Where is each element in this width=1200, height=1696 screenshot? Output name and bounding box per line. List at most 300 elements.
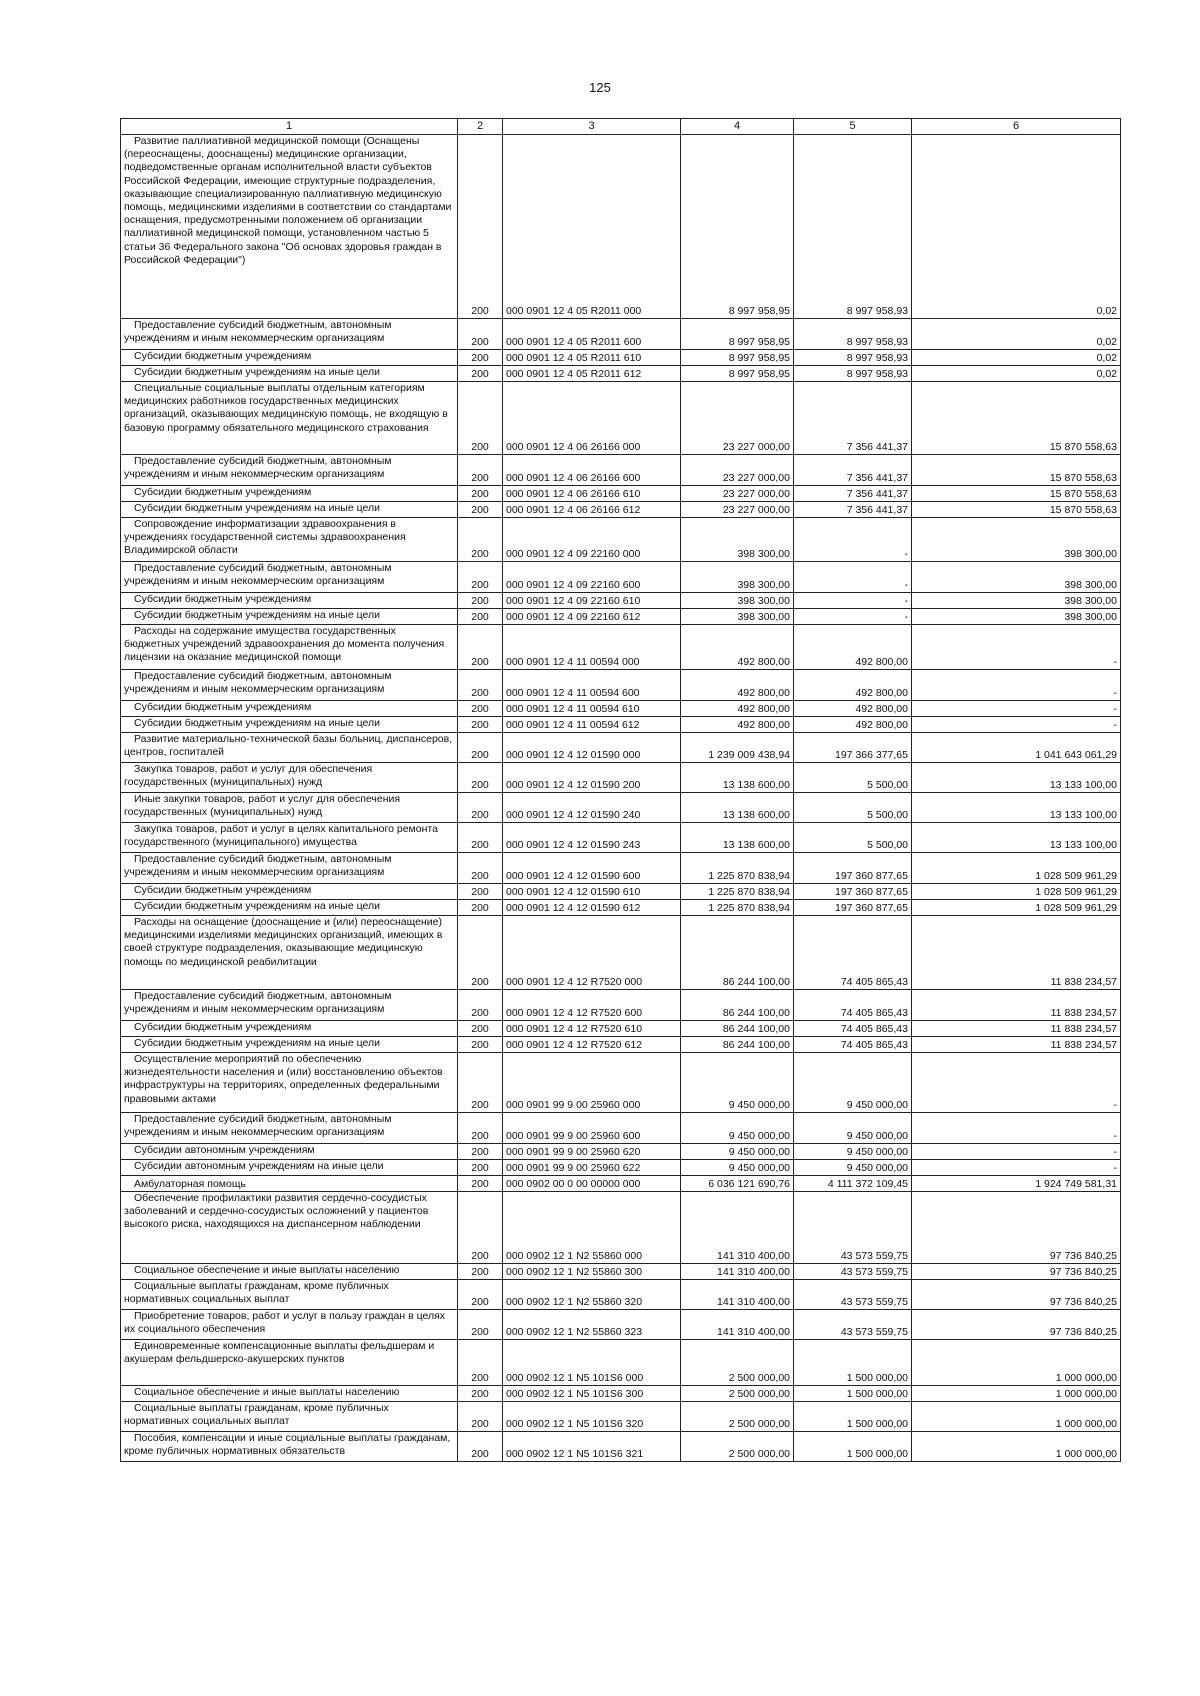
row-approved-amount <box>681 1113 794 1144</box>
row-unexecuted-amount-text: - <box>1113 1161 1117 1174</box>
row-approved-amount-text: 398 300,00 <box>737 594 790 607</box>
row-approved-amount <box>681 1340 794 1386</box>
column-number-header <box>121 119 1121 135</box>
row-executed-amount-text: 7 356 441,37 <box>846 471 908 484</box>
table-row <box>121 853 1121 884</box>
row-description <box>121 1402 458 1432</box>
row-unexecuted-amount-text: 13 133 100,00 <box>1049 778 1117 791</box>
row-description <box>121 733 458 763</box>
row-admin-code-text: 200 <box>471 778 489 791</box>
row-executed-amount <box>794 1037 912 1053</box>
row-approved-amount-text: 86 244 100,00 <box>722 1038 790 1051</box>
row-admin-code <box>458 1176 503 1192</box>
row-description <box>121 1053 458 1113</box>
table-row <box>121 1113 1121 1144</box>
row-executed-amount <box>794 916 912 990</box>
row-admin-code <box>458 793 503 823</box>
row-description-text: Субсидии бюджетным учреждениям <box>134 350 312 362</box>
row-description-text: Субсидии бюджетным учреждениям <box>134 486 312 498</box>
row-approved-amount-text: 86 244 100,00 <box>722 1022 790 1035</box>
table-row <box>121 609 1121 625</box>
table-row <box>121 884 1121 900</box>
row-unexecuted-amount-text: 1 041 643 061,29 <box>1035 748 1117 761</box>
row-description-text: Субсидии автономным учреждениям на иные цели <box>134 1160 384 1172</box>
row-description-text: Сопровождение информатизации здравоохранения в учреждениях государственной системы здравоохранения Владимирской области <box>124 518 406 557</box>
row-unexecuted-amount <box>912 1144 1121 1160</box>
row-executed-amount-text: - <box>904 547 908 560</box>
row-admin-code <box>458 853 503 884</box>
row-unexecuted-amount <box>912 900 1121 916</box>
row-description-text: Закупка товаров, работ и услуг в целях капитального ремонта государственного (муниципального) имущества <box>124 823 438 849</box>
row-approved-amount-text: 492 800,00 <box>737 686 790 699</box>
row-admin-code-text: 200 <box>471 1265 489 1278</box>
row-executed-amount <box>794 593 912 609</box>
row-budget-code-text: 000 0901 99 9 00 25960 622 <box>506 1161 641 1174</box>
table-row <box>121 900 1121 916</box>
row-admin-code <box>458 1053 503 1113</box>
row-executed-amount-text: 8 997 958,93 <box>846 304 908 317</box>
row-budget-code-text: 000 0901 12 4 12 R7520 610 <box>506 1022 643 1035</box>
row-approved-amount-text: 2 500 000,00 <box>728 1447 790 1460</box>
row-admin-code <box>458 455 503 486</box>
row-budget-code <box>503 916 681 990</box>
row-description <box>121 382 458 455</box>
row-admin-code <box>458 900 503 916</box>
row-description <box>121 135 458 319</box>
row-description <box>121 518 458 562</box>
row-executed-amount-text: 74 405 865,43 <box>840 1022 908 1035</box>
row-description-text: Единовременные компенсационные выплаты фельдшерам и акушерам фельдшерско-акушерских пунктов <box>124 1340 435 1366</box>
row-executed-amount-text: 43 573 559,75 <box>840 1295 908 1308</box>
row-executed-amount-text: 197 366 377,65 <box>835 748 908 761</box>
row-executed-amount <box>794 609 912 625</box>
row-description <box>121 625 458 670</box>
row-unexecuted-amount-text: 1 000 000,00 <box>1055 1371 1117 1384</box>
row-unexecuted-amount <box>912 1386 1121 1402</box>
row-description <box>121 1160 458 1176</box>
row-unexecuted-amount <box>912 625 1121 670</box>
row-budget-code <box>503 135 681 319</box>
row-description-text: Пособия, компенсации и иные социальные выплаты гражданам, кроме публичных нормативных обязательств <box>124 1432 451 1458</box>
row-description-text: Субсидии бюджетным учреждениям на иные цели <box>134 1037 380 1049</box>
row-budget-code <box>503 990 681 1021</box>
row-unexecuted-amount <box>912 1432 1121 1462</box>
row-unexecuted-amount-text: 0,02 <box>1096 304 1117 317</box>
row-executed-amount <box>794 366 912 382</box>
row-budget-code <box>503 701 681 717</box>
row-budget-code-text: 000 0901 12 4 12 R7520 600 <box>506 1006 643 1019</box>
row-unexecuted-amount <box>912 502 1121 518</box>
row-budget-code <box>503 1021 681 1037</box>
table-row <box>121 593 1121 609</box>
row-executed-amount-text: 43 573 559,75 <box>840 1265 908 1278</box>
row-approved-amount <box>681 884 794 900</box>
row-unexecuted-amount-text: 11 838 234,57 <box>1050 975 1117 988</box>
row-admin-code <box>458 1402 503 1432</box>
row-budget-code <box>503 670 681 701</box>
row-admin-code <box>458 1144 503 1160</box>
row-approved-amount <box>681 900 794 916</box>
row-executed-amount-text: 4 111 372 109,45 <box>827 1177 908 1190</box>
row-admin-code-text: 200 <box>471 503 489 516</box>
row-description <box>121 350 458 366</box>
row-budget-code-text: 000 0902 12 1 N2 55860 300 <box>506 1265 643 1278</box>
table-row <box>121 455 1121 486</box>
row-unexecuted-amount-text: 97 736 840,25 <box>1049 1249 1117 1262</box>
row-approved-amount <box>681 1192 794 1264</box>
row-unexecuted-amount-text: 398 300,00 <box>1064 610 1117 623</box>
row-unexecuted-amount <box>912 382 1121 455</box>
table-row <box>121 502 1121 518</box>
row-approved-amount <box>681 135 794 319</box>
row-description <box>121 1264 458 1280</box>
row-admin-code <box>458 135 503 319</box>
row-executed-amount-text: 1 500 000,00 <box>846 1371 908 1384</box>
row-unexecuted-amount <box>912 135 1121 319</box>
row-admin-code <box>458 1037 503 1053</box>
row-description-text: Субсидии бюджетным учреждениям на иные цели <box>134 502 380 514</box>
row-budget-code <box>503 518 681 562</box>
row-approved-amount <box>681 701 794 717</box>
row-approved-amount <box>681 1160 794 1176</box>
row-description-text: Социальные выплаты гражданам, кроме публичных нормативных социальных выплат <box>124 1280 389 1306</box>
row-description-text: Субсидии бюджетным учреждениям <box>134 1021 312 1033</box>
row-description <box>121 455 458 486</box>
row-approved-amount-text: 8 997 958,95 <box>728 367 790 380</box>
row-description-text: Предоставление субсидий бюджетным, автономным учреждениям и иным некоммерческим организациям <box>124 455 392 481</box>
row-unexecuted-amount-text: - <box>1113 686 1117 699</box>
row-budget-code <box>503 1144 681 1160</box>
row-budget-code-text: 000 0901 12 4 12 01590 243 <box>506 838 641 851</box>
row-budget-code-text: 000 0901 12 4 12 01590 200 <box>506 778 641 791</box>
row-admin-code-text: 200 <box>471 1417 489 1430</box>
row-description-text: Предоставление субсидий бюджетным, автономным учреждениям и иным некоммерческим организациям <box>124 319 392 345</box>
row-admin-code <box>458 1386 503 1402</box>
row-approved-amount-text: 1 225 870 838,94 <box>708 869 790 882</box>
row-approved-amount-text: 9 450 000,00 <box>728 1161 790 1174</box>
row-unexecuted-amount <box>912 793 1121 823</box>
row-unexecuted-amount-text: - <box>1113 655 1117 668</box>
row-approved-amount <box>681 1386 794 1402</box>
row-executed-amount <box>794 625 912 670</box>
row-executed-amount <box>794 1264 912 1280</box>
row-budget-code-text: 000 0901 12 4 11 00594 000 <box>506 655 640 668</box>
row-description-text: Субсидии бюджетным учреждениям <box>134 701 312 713</box>
row-executed-amount-text: 7 356 441,37 <box>846 503 908 516</box>
table-row <box>121 670 1121 701</box>
row-unexecuted-amount <box>912 1192 1121 1264</box>
row-admin-code-text: 200 <box>471 1145 489 1158</box>
row-unexecuted-amount-text: 1 000 000,00 <box>1055 1417 1117 1430</box>
table-row <box>121 1280 1121 1310</box>
row-executed-amount <box>794 382 912 455</box>
row-budget-code-text: 000 0901 12 4 12 R7520 612 <box>506 1038 643 1051</box>
row-description <box>121 486 458 502</box>
row-approved-amount <box>681 1176 794 1192</box>
row-description <box>121 853 458 884</box>
row-budget-code <box>503 1264 681 1280</box>
row-budget-code <box>503 763 681 793</box>
row-unexecuted-amount-text: 0,02 <box>1096 351 1117 364</box>
row-description <box>121 884 458 900</box>
row-description <box>121 502 458 518</box>
row-budget-code-text: 000 0901 99 9 00 25960 000 <box>506 1098 641 1111</box>
row-unexecuted-amount-text: 1 028 509 961,29 <box>1035 869 1117 882</box>
row-budget-code-text: 000 0902 12 1 N5 101S6 320 <box>506 1417 644 1430</box>
row-description <box>121 609 458 625</box>
row-description-text: Предоставление субсидий бюджетным, автономным учреждениям и иным некоммерческим организациям <box>124 562 392 588</box>
row-description <box>121 1113 458 1144</box>
row-executed-amount <box>794 793 912 823</box>
row-executed-amount <box>794 562 912 593</box>
table-row <box>121 733 1121 763</box>
row-unexecuted-amount <box>912 717 1121 733</box>
row-admin-code <box>458 1280 503 1310</box>
row-approved-amount <box>681 319 794 350</box>
row-approved-amount-text: 23 227 000,00 <box>722 471 790 484</box>
column-header: 1 <box>121 119 458 135</box>
row-budget-code-text: 000 0902 12 1 N5 101S6 000 <box>506 1371 644 1384</box>
row-admin-code <box>458 382 503 455</box>
row-unexecuted-amount-text: 398 300,00 <box>1064 578 1117 591</box>
row-unexecuted-amount <box>912 733 1121 763</box>
row-unexecuted-amount <box>912 1280 1121 1310</box>
row-executed-amount-text: 5 500,00 <box>867 838 908 851</box>
row-budget-code <box>503 1113 681 1144</box>
row-approved-amount-text: 9 450 000,00 <box>728 1129 790 1142</box>
row-budget-code <box>503 733 681 763</box>
row-admin-code-text: 200 <box>471 1249 489 1262</box>
table-row <box>121 916 1121 990</box>
row-budget-code <box>503 1053 681 1113</box>
row-executed-amount-text: - <box>904 610 908 623</box>
row-executed-amount-text: 74 405 865,43 <box>840 975 908 988</box>
row-unexecuted-amount <box>912 518 1121 562</box>
table-row <box>121 625 1121 670</box>
row-executed-amount <box>794 350 912 366</box>
row-admin-code-text: 200 <box>471 1325 489 1338</box>
table-row <box>121 763 1121 793</box>
row-admin-code <box>458 763 503 793</box>
row-executed-amount-text: 74 405 865,43 <box>840 1038 908 1051</box>
row-description-text: Социальные выплаты гражданам, кроме публичных нормативных социальных выплат <box>124 1402 389 1428</box>
row-budget-code <box>503 455 681 486</box>
row-approved-amount-text: 13 138 600,00 <box>722 808 790 821</box>
row-budget-code <box>503 1192 681 1264</box>
row-approved-amount-text: 86 244 100,00 <box>722 975 790 988</box>
row-admin-code-text: 200 <box>471 487 489 500</box>
row-admin-code-text: 200 <box>471 686 489 699</box>
row-executed-amount-text: 197 360 877,65 <box>835 885 908 898</box>
row-approved-amount-text: 86 244 100,00 <box>722 1006 790 1019</box>
row-description <box>121 1432 458 1462</box>
row-description-text: Амбулаторная помощь <box>134 1177 246 1190</box>
row-description-text: Специальные социальные выплаты отдельным категориям медицинских работников государственных медицинских организаций, оказывающих медицинскую помощь, не входящую в базовую программу обязательного медицинского страхования <box>124 382 448 434</box>
table-row <box>121 990 1121 1021</box>
row-budget-code <box>503 625 681 670</box>
row-unexecuted-amount <box>912 562 1121 593</box>
row-description-text: Субсидии бюджетным учреждениям на иные цели <box>134 609 380 621</box>
row-executed-amount-text: 7 356 441,37 <box>846 487 908 500</box>
row-approved-amount-text: 492 800,00 <box>737 702 790 715</box>
row-unexecuted-amount-text: 0,02 <box>1096 335 1117 348</box>
row-unexecuted-amount <box>912 350 1121 366</box>
row-budget-code <box>503 1280 681 1310</box>
row-approved-amount <box>681 823 794 853</box>
row-unexecuted-amount-text: - <box>1113 1129 1117 1142</box>
row-admin-code-text: 200 <box>471 702 489 715</box>
row-admin-code-text: 200 <box>471 304 489 317</box>
row-unexecuted-amount <box>912 884 1121 900</box>
row-approved-amount <box>681 486 794 502</box>
table-row <box>121 717 1121 733</box>
row-description <box>121 1280 458 1310</box>
row-budget-code-text: 000 0901 12 4 06 26166 612 <box>506 503 641 516</box>
table-row <box>121 350 1121 366</box>
row-executed-amount-text: 5 500,00 <box>867 778 908 791</box>
row-description-text: Развитие паллиативной медицинской помощи (Оснащены (переоснащены, дооснащены) медицинские организации, подведомственные органам исполнительной власти субъектов Российской Федерации, имеющие структурные подразделения, оказывающие специализированную паллиативную медицинскую помощь, медицинскими изделиями в соответствии со стандартами оснащения, предусмотренными положением об организации паллиативной медицинской помощи, установленном частью 5 статьи 36 Федерального закона "Об основах здоровья граждан в Российской Федерации") <box>124 135 452 266</box>
budget-table <box>120 118 1121 1462</box>
row-approved-amount-text: 492 800,00 <box>737 718 790 731</box>
row-executed-amount <box>794 1402 912 1432</box>
row-unexecuted-amount-text: 13 133 100,00 <box>1049 808 1117 821</box>
row-budget-code-text: 000 0901 12 4 12 01590 612 <box>506 901 641 914</box>
row-budget-code <box>503 1176 681 1192</box>
row-approved-amount <box>681 1432 794 1462</box>
row-description-text: Субсидии бюджетным учреждениям на иные цели <box>134 366 380 378</box>
row-executed-amount-text: 7 356 441,37 <box>846 440 908 453</box>
row-executed-amount-text: 1 500 000,00 <box>846 1447 908 1460</box>
row-admin-code-text: 200 <box>471 351 489 364</box>
row-budget-code <box>503 319 681 350</box>
row-unexecuted-amount <box>912 990 1121 1021</box>
row-unexecuted-amount-text: 11 838 234,57 <box>1050 1038 1117 1051</box>
row-description <box>121 562 458 593</box>
row-executed-amount <box>794 670 912 701</box>
row-description-text: Расходы на содержание имущества государственных бюджетных учреждений здравоохранения до момента получения лицензии на оказание медицинской помощи <box>124 625 445 664</box>
row-description-text: Осуществление мероприятий по обеспечению жизнедеятельности населения и (или) восстановлению объектов инфраструктуры на территориях, определенных федеральными правовыми актами <box>124 1053 443 1105</box>
row-budget-code <box>503 1160 681 1176</box>
row-budget-code <box>503 382 681 455</box>
row-budget-code <box>503 1340 681 1386</box>
row-approved-amount-text: 6 036 121 690,76 <box>708 1177 790 1190</box>
row-admin-code <box>458 593 503 609</box>
row-approved-amount-text: 1 225 870 838,94 <box>708 885 790 898</box>
row-executed-amount <box>794 455 912 486</box>
row-approved-amount <box>681 518 794 562</box>
row-admin-code-text: 200 <box>471 367 489 380</box>
row-executed-amount <box>794 884 912 900</box>
row-budget-code-text: 000 0902 12 1 N2 55860 000 <box>506 1249 643 1262</box>
row-budget-code-text: 000 0901 12 4 12 01590 600 <box>506 869 641 882</box>
row-unexecuted-amount <box>912 366 1121 382</box>
row-budget-code-text: 000 0901 12 4 06 26166 600 <box>506 471 641 484</box>
table-row <box>121 1144 1121 1160</box>
table-row <box>121 366 1121 382</box>
row-unexecuted-amount <box>912 670 1121 701</box>
row-admin-code-text: 200 <box>471 1387 489 1400</box>
row-approved-amount-text: 23 227 000,00 <box>722 487 790 500</box>
row-approved-amount <box>681 593 794 609</box>
row-admin-code <box>458 670 503 701</box>
row-admin-code-text: 200 <box>471 1038 489 1051</box>
row-admin-code <box>458 1021 503 1037</box>
row-budget-code-text: 000 0901 12 4 11 00594 610 <box>506 702 640 715</box>
row-admin-code <box>458 884 503 900</box>
row-description <box>121 1192 458 1264</box>
row-description-text: Субсидии автономным учреждениям <box>134 1144 315 1156</box>
row-approved-amount <box>681 1144 794 1160</box>
row-unexecuted-amount <box>912 1176 1121 1192</box>
row-budget-code-text: 000 0901 12 4 11 00594 612 <box>506 718 640 731</box>
row-approved-amount-text: 141 310 400,00 <box>717 1295 790 1308</box>
row-unexecuted-amount-text: 11 838 234,57 <box>1050 1022 1117 1035</box>
row-executed-amount-text: 8 997 958,93 <box>846 367 908 380</box>
row-description <box>121 1176 458 1192</box>
row-approved-amount <box>681 1310 794 1340</box>
row-unexecuted-amount <box>912 853 1121 884</box>
row-budget-code-text: 000 0901 12 4 09 22160 612 <box>506 610 641 623</box>
row-unexecuted-amount <box>912 319 1121 350</box>
row-approved-amount-text: 2 500 000,00 <box>728 1417 790 1430</box>
row-admin-code-text: 200 <box>471 718 489 731</box>
row-unexecuted-amount <box>912 1021 1121 1037</box>
row-unexecuted-amount-text: - <box>1113 702 1117 715</box>
row-budget-code-text: 000 0901 12 4 12 01590 610 <box>506 885 641 898</box>
table-row <box>121 1176 1121 1192</box>
row-unexecuted-amount-text: 1 000 000,00 <box>1055 1387 1117 1400</box>
row-approved-amount-text: 398 300,00 <box>737 578 790 591</box>
row-admin-code <box>458 1432 503 1462</box>
row-admin-code <box>458 1113 503 1144</box>
row-budget-code <box>503 1432 681 1462</box>
row-description-text: Обеспечение профилактики развития сердечно-сосудистых заболеваний и сердечно-сосудистых осложнений у пациентов высокого риска, находящихся на диспансерном наблюдении <box>124 1192 429 1231</box>
row-description-text: Субсидии бюджетным учреждениям на иные цели <box>134 900 380 912</box>
row-description-text: Социальное обеспечение и иные выплаты населению <box>134 1264 400 1276</box>
row-executed-amount <box>794 853 912 884</box>
row-executed-amount <box>794 518 912 562</box>
row-approved-amount-text: 23 227 000,00 <box>722 440 790 453</box>
row-executed-amount <box>794 1280 912 1310</box>
table-row <box>121 518 1121 562</box>
row-description <box>121 366 458 382</box>
row-budget-code-text: 000 0901 99 9 00 25960 600 <box>506 1129 641 1142</box>
row-description-text: Субсидии бюджетным учреждениям <box>134 593 312 605</box>
row-approved-amount-text: 2 500 000,00 <box>728 1387 790 1400</box>
row-unexecuted-amount <box>912 1402 1121 1432</box>
row-description <box>121 1021 458 1037</box>
row-executed-amount-text: 492 800,00 <box>855 655 908 668</box>
row-description-text: Расходы на оснащение (дооснащение и (или) переоснащение) медицинскими изделиями медицинских организаций, имеющих в своей структуре подразделения, оказывающие медицинскую помощь по медицинской реабилитации <box>124 916 443 968</box>
row-approved-amount-text: 23 227 000,00 <box>722 503 790 516</box>
table-row <box>121 1402 1121 1432</box>
row-description <box>121 823 458 853</box>
row-approved-amount <box>681 1037 794 1053</box>
row-budget-code-text: 000 0901 12 4 05 R2011 610 <box>506 351 642 364</box>
row-unexecuted-amount <box>912 1264 1121 1280</box>
row-admin-code <box>458 1264 503 1280</box>
row-unexecuted-amount-text: - <box>1113 1145 1117 1158</box>
row-executed-amount-text: 9 450 000,00 <box>846 1129 908 1142</box>
row-budget-code-text: 000 0901 12 4 05 R2011 000 <box>506 304 642 317</box>
row-unexecuted-amount-text: 1 028 509 961,29 <box>1035 901 1117 914</box>
row-approved-amount-text: 1 225 870 838,94 <box>708 901 790 914</box>
row-description <box>121 593 458 609</box>
row-approved-amount <box>681 366 794 382</box>
row-admin-code-text: 200 <box>471 547 489 560</box>
row-approved-amount <box>681 609 794 625</box>
row-unexecuted-amount-text: 0,02 <box>1096 367 1117 380</box>
